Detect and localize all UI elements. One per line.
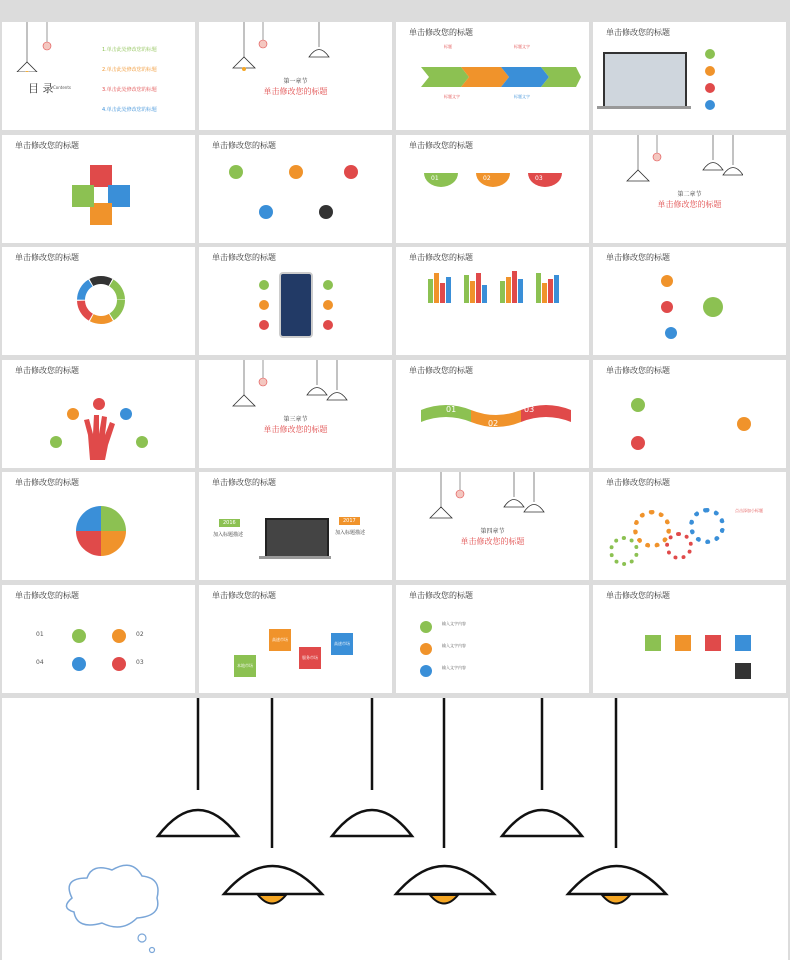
slide-chapter-4[interactable]	[396, 472, 589, 580]
slide-color-swatches[interactable]	[593, 585, 786, 693]
market-tile: 本地市场	[234, 655, 256, 677]
document-icon	[420, 643, 432, 655]
toc-item[interactable]: 1.单击此处修改您的标题	[102, 47, 157, 53]
slide-chapter-1[interactable]	[199, 22, 392, 130]
gear-caption: 点击添加小标题	[735, 508, 763, 513]
slide-arrows[interactable]	[396, 22, 589, 130]
slide-title: 单击修改您的标题	[606, 253, 670, 262]
number-badge	[705, 100, 715, 110]
number-label: 02	[488, 419, 499, 428]
chart-icon	[112, 657, 126, 671]
monitor-icon	[420, 621, 432, 633]
slide-title: 单击修改您的标题	[212, 591, 276, 600]
year-badge: 2016	[219, 519, 240, 527]
slide-title: 单击修改您的标题	[409, 141, 473, 150]
lock-icon	[319, 205, 333, 219]
gear-icon	[689, 508, 725, 544]
lamp-icon	[623, 135, 743, 185]
slide-puzzle[interactable]	[2, 135, 195, 243]
arrow-process	[406, 62, 581, 92]
arrow-label: 标题	[444, 44, 452, 49]
slide-gears[interactable]	[593, 472, 786, 580]
info-icon	[72, 629, 86, 643]
year-caption: 加入标题描述	[335, 530, 366, 536]
slide-bars[interactable]	[396, 247, 589, 355]
slide-title: 单击修改您的标题	[409, 28, 473, 37]
slide-cycle[interactable]	[2, 247, 195, 355]
lamp-icon	[12, 22, 42, 72]
number-label: 01	[431, 175, 439, 182]
cloud-icon	[289, 165, 303, 179]
row-caption: 输入文字内容	[442, 665, 466, 670]
arrow-label: 标题文字	[444, 94, 460, 99]
number-label: 02	[136, 631, 144, 638]
row-caption: 输入文字内容	[442, 621, 466, 626]
toc-title: 目 录	[28, 82, 54, 95]
toc-item[interactable]: 3.单击此处修改您的标题	[102, 87, 157, 93]
slide-title: 单击修改您的标题	[212, 141, 276, 150]
phone-image	[279, 272, 313, 338]
number-badge	[705, 66, 715, 76]
slide-quadrant[interactable]	[2, 472, 195, 580]
slide-phone[interactable]	[199, 247, 392, 355]
slide-title: 单击修改您的标题	[606, 366, 670, 375]
slide-markets[interactable]	[199, 585, 392, 693]
slide-title: 单击修改您的标题	[409, 253, 473, 262]
number-badge	[737, 417, 751, 431]
number-badge	[259, 320, 269, 330]
number-badge	[323, 280, 333, 290]
lamp-icon	[229, 22, 269, 72]
slide-title: 单击修改您的标题	[606, 28, 670, 37]
number-badge	[67, 408, 79, 420]
chapter-title: 单击修改您的标题	[263, 87, 328, 96]
number-badge	[705, 49, 715, 59]
color-swatch	[645, 635, 661, 651]
number-badge	[50, 436, 62, 448]
hero-lamps-slide	[2, 698, 788, 960]
number-badge	[631, 436, 645, 450]
chapter-label: 第二章节	[677, 191, 702, 198]
arrow-label: 标题文字	[514, 94, 530, 99]
number-badge	[665, 327, 677, 339]
chapter-title: 单击修改您的标题	[460, 537, 525, 546]
year-caption: 加入标题描述	[213, 532, 244, 538]
market-tile: 高速市场	[331, 633, 353, 655]
hub-circle	[703, 297, 723, 317]
puzzle-graphic	[72, 165, 132, 225]
bar-groups	[426, 269, 566, 303]
slide-semicircles[interactable]	[396, 135, 589, 243]
quadrant-circle	[76, 506, 126, 556]
lamp-icon	[40, 22, 54, 52]
color-swatch	[675, 635, 691, 651]
slide-hub[interactable]	[593, 247, 786, 355]
number-badge	[323, 320, 333, 330]
number-label: 03	[524, 405, 535, 414]
slide-icon-list[interactable]	[2, 585, 195, 693]
slide-title: 单击修改您的标题	[212, 253, 276, 262]
number-badge	[259, 300, 269, 310]
color-swatch	[735, 663, 751, 679]
number-badge	[259, 280, 269, 290]
chart-icon	[72, 657, 86, 671]
gear-icon	[112, 629, 126, 643]
number-badge	[631, 398, 645, 412]
number-badge	[661, 301, 673, 313]
chapter-title: 单击修改您的标题	[657, 200, 722, 209]
slide-title: 单击修改您的标题	[15, 478, 79, 487]
slide-laptop[interactable]	[593, 22, 786, 130]
slide-chapter-2[interactable]	[593, 135, 786, 243]
number-label: 03	[535, 175, 543, 182]
link-icon	[344, 165, 358, 179]
laptop-base	[259, 556, 331, 559]
lamps-illustration	[2, 698, 788, 960]
slide-title: 单击修改您的标题	[409, 591, 473, 600]
slide-title: 单击修改您的标题	[15, 366, 79, 375]
number-badge	[661, 275, 673, 287]
laptop-base	[597, 106, 691, 109]
number-label: 03	[136, 659, 144, 666]
hand-icon	[80, 410, 120, 460]
slide-hand[interactable]	[2, 360, 195, 468]
number-label: 02	[483, 175, 491, 182]
slide-title: 单击修改您的标题	[409, 366, 473, 375]
slide-title: 单击修改您的标题	[606, 478, 670, 487]
row-caption: 输入文字内容	[442, 643, 466, 648]
number-label: 01	[36, 631, 44, 638]
toc-item[interactable]: 4.单击此处修改您的标题	[102, 107, 157, 113]
number-label: 04	[36, 659, 44, 666]
chapter-label: 第一章节	[283, 78, 308, 85]
semicircle-badges	[416, 173, 576, 191]
market-tile: 高速市场	[269, 629, 291, 651]
slide-title: 单击修改您的标题	[15, 253, 79, 262]
number-badge	[705, 83, 715, 93]
lamp-icon	[229, 360, 349, 410]
toc-subtitle: Contents	[53, 85, 71, 90]
chapter-label: 第三章节	[283, 416, 308, 423]
slide-text-rows[interactable]	[396, 585, 589, 693]
slide-toc[interactable]	[2, 22, 195, 130]
arrow-label: 标题文字	[514, 44, 530, 49]
toc-item[interactable]: 2.单击此处修改您的标题	[102, 67, 157, 73]
chain-icon	[259, 205, 273, 219]
cycle-graphic	[74, 273, 128, 327]
number-badge	[120, 408, 132, 420]
slide-icon-circles[interactable]	[199, 135, 392, 243]
gear-icon	[609, 536, 639, 566]
lamp-icon	[426, 472, 546, 522]
slide-wave[interactable]	[396, 360, 589, 468]
slide-chapter-3[interactable]	[199, 360, 392, 468]
number-badge	[136, 436, 148, 448]
chapter-label: 第四章节	[480, 528, 505, 535]
slide-years[interactable]	[199, 472, 392, 580]
number-badge	[323, 300, 333, 310]
number-label: 01	[446, 405, 457, 414]
chapter-title: 单击修改您的标题	[263, 425, 328, 434]
slide-title: 单击修改您的标题	[15, 141, 79, 150]
slide-title: 单击修改您的标题	[212, 478, 276, 487]
gear-icon	[665, 532, 693, 560]
cart-icon	[420, 665, 432, 677]
lamp-icon	[304, 22, 334, 62]
market-tile: 服务市场	[299, 647, 321, 669]
slide-numbered-list[interactable]	[593, 360, 786, 468]
share-icon	[229, 165, 243, 179]
number-badge	[93, 398, 105, 410]
year-badge: 2017	[339, 517, 360, 525]
color-swatch	[735, 635, 751, 651]
laptop-image	[603, 52, 687, 108]
laptop-image	[265, 518, 329, 558]
slide-title: 单击修改您的标题	[606, 591, 670, 600]
color-swatch	[705, 635, 721, 651]
slide-title: 单击修改您的标题	[15, 591, 79, 600]
